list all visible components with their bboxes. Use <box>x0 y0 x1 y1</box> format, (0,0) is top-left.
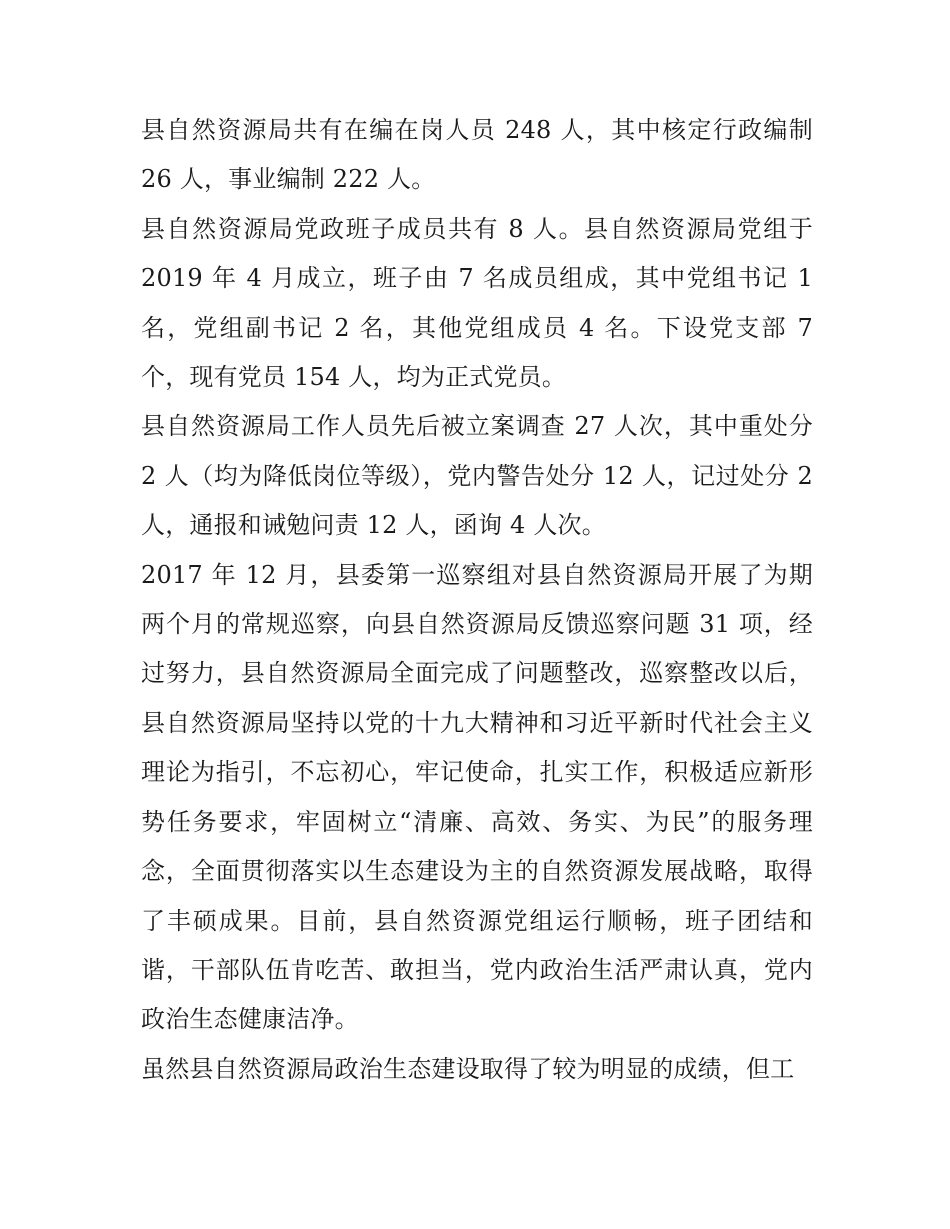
paragraph-leadership: 县自然资源局党政班子成员共有 8 人。县自然资源局党组于 2019 年 4 月成立，班子由 7 名成员组成，其中党组书记 1 名，党组副书记 2 名，其他党组成员 4 名。下设党支部 7 个，现有党员 154 人，均为正式党员。 <box>141 214 813 392</box>
paragraph-discipline: 县自然资源局工作人员先后被立案调查 27 人次，其中重处分 2 人（均为降低岗位等级），党内警告处分 12 人，记过处分 2 人，通报和诫勉问责 12 人，函询 4 人次。 <box>141 412 813 540</box>
document-body <box>141 106 813 1094</box>
paragraph-continuation: 虽然县自然资源局政治生态建设取得了较为明显的成绩，但工 <box>141 1054 795 1083</box>
paragraph-staffing: 县自然资源局共有在编在岗人员 248 人，其中核定行政编制 26 人，事业编制 222 人。 <box>141 116 813 194</box>
paragraph-inspection: 2017 年 12 月，县委第一巡察组对县自然资源局开展了为期两个月的常规巡察，向县自然资源局反馈巡察问题 31 项，经过努力，县自然资源局全面完成了问题整改，巡察整改以后，县自然资源局坚持以党的十九大精神和习近平新时代社会主义理论为指引，不忘初心，牢记使命，扎实工作，积极适应新形势任务要求，牢固树立“清廉、高效、务实、为民”的服务理念，全面贯彻落实以生态建设为主的自然资源发展战略，取得了丰硕成果。目前，县自然资源党组运行顺畅，班子团结和谐，干部队伍肯吃苦、敢担当，党内政治生活严肃认真，党内政治生态健康洁净。 <box>141 560 813 1034</box>
